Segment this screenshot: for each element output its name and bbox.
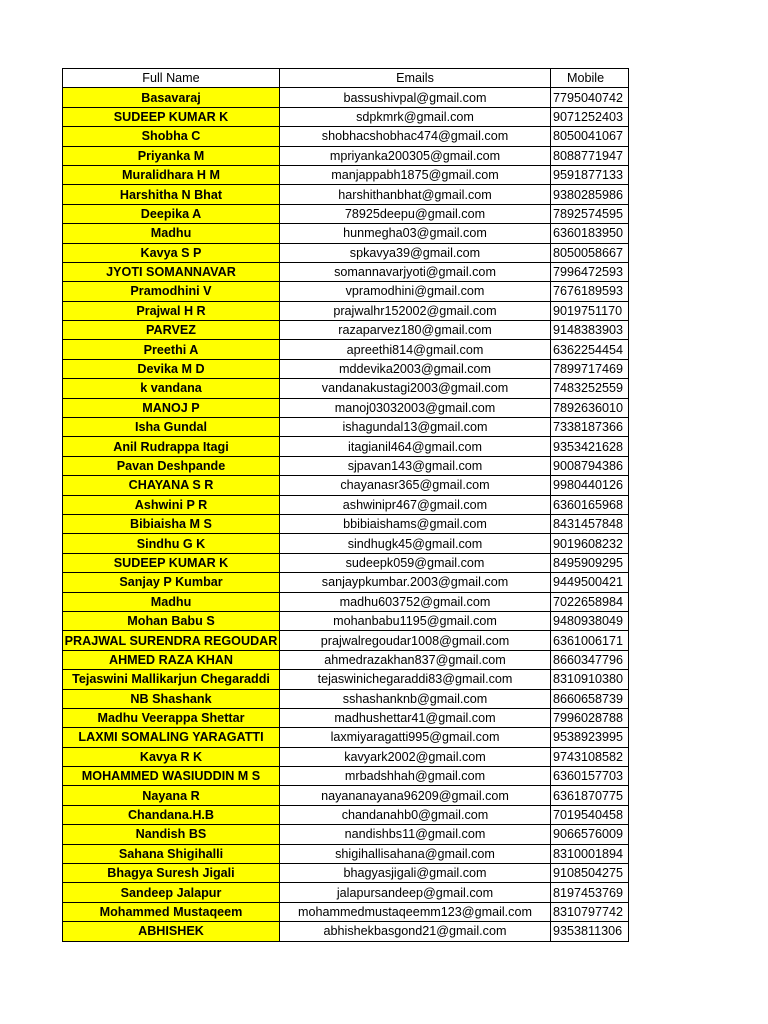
email-cell: tejaswinichegaraddi83@gmail.com: [280, 670, 551, 689]
name-cell: MOHAMMED WASIUDDIN M S: [63, 767, 280, 786]
name-cell: Mohammed Mustaqeem: [63, 902, 280, 921]
mobile-cell: 9108504275: [551, 864, 629, 883]
email-cell: sjpavan143@gmail.com: [280, 456, 551, 475]
name-cell: Bibiaisha M S: [63, 514, 280, 533]
email-cell: ashwinipr467@gmail.com: [280, 495, 551, 514]
mobile-cell: 8310797742: [551, 902, 629, 921]
name-cell: Madhu: [63, 592, 280, 611]
email-cell: vpramodhini@gmail.com: [280, 282, 551, 301]
table-row: [63, 922, 629, 941]
mobile-cell: 8495909295: [551, 553, 629, 572]
table-row: [63, 321, 629, 340]
name-cell: SUDEEP KUMAR K: [63, 107, 280, 126]
header-full-name: Full Name: [63, 69, 280, 88]
name-cell: Nandish BS: [63, 825, 280, 844]
table-row: [63, 107, 629, 126]
table-row: [63, 902, 629, 921]
table-row: [63, 708, 629, 727]
table-row: [63, 495, 629, 514]
name-cell: Devika M D: [63, 359, 280, 378]
email-cell: sdpkmrk@gmail.com: [280, 107, 551, 126]
email-cell: sshashanknb@gmail.com: [280, 689, 551, 708]
name-cell: MANOJ P: [63, 398, 280, 417]
mobile-cell: 7676189593: [551, 282, 629, 301]
table-row: [63, 301, 629, 320]
email-cell: abhishekbasgond21@gmail.com: [280, 922, 551, 941]
mobile-cell: 9380285986: [551, 185, 629, 204]
table-row: [63, 127, 629, 146]
name-cell: Nayana R: [63, 786, 280, 805]
email-cell: bbibiaishams@gmail.com: [280, 514, 551, 533]
mobile-cell: 7892636010: [551, 398, 629, 417]
name-cell: Ashwini P R: [63, 495, 280, 514]
name-cell: Sahana Shigihalli: [63, 844, 280, 863]
name-cell: Priyanka M: [63, 146, 280, 165]
table-row: [63, 786, 629, 805]
mobile-cell: 8660658739: [551, 689, 629, 708]
email-cell: nandishbs11@gmail.com: [280, 825, 551, 844]
name-cell: ABHISHEK: [63, 922, 280, 941]
table-row: [63, 418, 629, 437]
table-row: [63, 262, 629, 281]
table-row: [63, 728, 629, 747]
name-cell: Madhu Veerappa Shettar: [63, 708, 280, 727]
table-row: [63, 611, 629, 630]
contacts-table: [62, 68, 629, 942]
header-row: [63, 69, 629, 88]
name-cell: Harshitha N Bhat: [63, 185, 280, 204]
mobile-cell: 7996028788: [551, 708, 629, 727]
mobile-cell: 9480938049: [551, 611, 629, 630]
table-row: [63, 224, 629, 243]
table-row: [63, 573, 629, 592]
name-cell: PARVEZ: [63, 321, 280, 340]
header-emails: Emails: [280, 69, 551, 88]
mobile-cell: 6360165968: [551, 495, 629, 514]
email-cell: mohanbabu1195@gmail.com: [280, 611, 551, 630]
table-row: [63, 650, 629, 669]
email-cell: mpriyanka200305@gmail.com: [280, 146, 551, 165]
mobile-cell: 7892574595: [551, 204, 629, 223]
mobile-cell: 8310910380: [551, 670, 629, 689]
email-cell: chandanahb0@gmail.com: [280, 805, 551, 824]
email-cell: sindhugk45@gmail.com: [280, 534, 551, 553]
name-cell: Shobha C: [63, 127, 280, 146]
email-cell: nayananayana96209@gmail.com: [280, 786, 551, 805]
table-row: [63, 689, 629, 708]
name-cell: Madhu: [63, 224, 280, 243]
email-cell: manoj03032003@gmail.com: [280, 398, 551, 417]
name-cell: Bhagya Suresh Jigali: [63, 864, 280, 883]
email-cell: ishagundal13@gmail.com: [280, 418, 551, 437]
name-cell: CHAYANA S R: [63, 476, 280, 495]
name-cell: Sanjay P Kumbar: [63, 573, 280, 592]
table-row: [63, 398, 629, 417]
mobile-cell: 7899717469: [551, 359, 629, 378]
table-row: [63, 204, 629, 223]
table-row: [63, 476, 629, 495]
name-cell: LAXMI SOMALING YARAGATTI: [63, 728, 280, 747]
email-cell: razaparvez180@gmail.com: [280, 321, 551, 340]
name-cell: Pavan Deshpande: [63, 456, 280, 475]
table-row: [63, 243, 629, 262]
table-body: [63, 88, 629, 941]
email-cell: 78925deepu@gmail.com: [280, 204, 551, 223]
mobile-cell: 9353811306: [551, 922, 629, 941]
mobile-cell: 9148383903: [551, 321, 629, 340]
mobile-cell: 8088771947: [551, 146, 629, 165]
mobile-cell: 9019751170: [551, 301, 629, 320]
name-cell: NB Shashank: [63, 689, 280, 708]
email-cell: harshithanbhat@gmail.com: [280, 185, 551, 204]
mobile-cell: 7019540458: [551, 805, 629, 824]
email-cell: jalapursandeep@gmail.com: [280, 883, 551, 902]
mobile-cell: 9449500421: [551, 573, 629, 592]
table-row: [63, 514, 629, 533]
mobile-cell: 7795040742: [551, 88, 629, 107]
table-row: [63, 670, 629, 689]
mobile-cell: 8050041067: [551, 127, 629, 146]
table-row: [63, 282, 629, 301]
email-cell: mddevika2003@gmail.com: [280, 359, 551, 378]
mobile-cell: 9353421628: [551, 437, 629, 456]
mobile-cell: 6360183950: [551, 224, 629, 243]
mobile-cell: 8660347796: [551, 650, 629, 669]
mobile-cell: 7022658984: [551, 592, 629, 611]
name-cell: SUDEEP KUMAR K: [63, 553, 280, 572]
mobile-cell: 7483252559: [551, 379, 629, 398]
name-cell: Kavya R K: [63, 747, 280, 766]
mobile-cell: 9980440126: [551, 476, 629, 495]
name-cell: Pramodhini V: [63, 282, 280, 301]
email-cell: sanjaypkumbar.2003@gmail.com: [280, 573, 551, 592]
mobile-cell: 6360157703: [551, 767, 629, 786]
table-row: [63, 844, 629, 863]
email-cell: vandanakustagi2003@gmail.com: [280, 379, 551, 398]
email-cell: laxmiyaragatti995@gmail.com: [280, 728, 551, 747]
email-cell: apreethi814@gmail.com: [280, 340, 551, 359]
table-row: [63, 805, 629, 824]
mobile-cell: 8431457848: [551, 514, 629, 533]
email-cell: prajwalregoudar1008@gmail.com: [280, 631, 551, 650]
email-cell: itagianil464@gmail.com: [280, 437, 551, 456]
email-cell: shobhacshobhac474@gmail.com: [280, 127, 551, 146]
email-cell: prajwalhr152002@gmail.com: [280, 301, 551, 320]
name-cell: Sindhu G K: [63, 534, 280, 553]
mobile-cell: 8310001894: [551, 844, 629, 863]
name-cell: Deepika A: [63, 204, 280, 223]
table-row: [63, 340, 629, 359]
name-cell: Tejaswini Mallikarjun Chegaraddi: [63, 670, 280, 689]
name-cell: Mohan Babu S: [63, 611, 280, 630]
table-row: [63, 359, 629, 378]
table-row: [63, 88, 629, 107]
mobile-cell: 9019608232: [551, 534, 629, 553]
table-row: [63, 553, 629, 572]
mobile-cell: 8197453769: [551, 883, 629, 902]
table-row: [63, 825, 629, 844]
mobile-cell: 6362254454: [551, 340, 629, 359]
table-row: [63, 146, 629, 165]
table-row: [63, 165, 629, 184]
email-cell: kavyark2002@gmail.com: [280, 747, 551, 766]
email-cell: mrbadshhah@gmail.com: [280, 767, 551, 786]
name-cell: Preethi A: [63, 340, 280, 359]
table-row: [63, 592, 629, 611]
name-cell: k vandana: [63, 379, 280, 398]
table-row: [63, 864, 629, 883]
name-cell: Kavya S P: [63, 243, 280, 262]
mobile-cell: 9538923995: [551, 728, 629, 747]
header-mobile: Mobile: [551, 69, 629, 88]
email-cell: sudeepk059@gmail.com: [280, 553, 551, 572]
mobile-cell: 9071252403: [551, 107, 629, 126]
email-cell: bassushivpal@gmail.com: [280, 88, 551, 107]
table-row: [63, 185, 629, 204]
table-header: [63, 69, 629, 88]
mobile-cell: 9066576009: [551, 825, 629, 844]
table-row: [63, 747, 629, 766]
email-cell: spkavya39@gmail.com: [280, 243, 551, 262]
email-cell: somannavarjyoti@gmail.com: [280, 262, 551, 281]
mobile-cell: 6361006171: [551, 631, 629, 650]
name-cell: AHMED RAZA KHAN: [63, 650, 280, 669]
table-row: [63, 437, 629, 456]
email-cell: ahmedrazakhan837@gmail.com: [280, 650, 551, 669]
mobile-cell: 7996472593: [551, 262, 629, 281]
name-cell: Sandeep Jalapur: [63, 883, 280, 902]
email-cell: hunmegha03@gmail.com: [280, 224, 551, 243]
name-cell: Isha Gundal: [63, 418, 280, 437]
email-cell: manjappabh1875@gmail.com: [280, 165, 551, 184]
name-cell: Anil Rudrappa Itagi: [63, 437, 280, 456]
mobile-cell: 8050058667: [551, 243, 629, 262]
name-cell: Basavaraj: [63, 88, 280, 107]
table-row: [63, 379, 629, 398]
table-row: [63, 456, 629, 475]
email-cell: shigihallisahana@gmail.com: [280, 844, 551, 863]
table-row: [63, 534, 629, 553]
mobile-cell: 6361870775: [551, 786, 629, 805]
mobile-cell: 7338187366: [551, 418, 629, 437]
mobile-cell: 9743108582: [551, 747, 629, 766]
email-cell: mohammedmustaqeemm123@gmail.com: [280, 902, 551, 921]
email-cell: madhushettar41@gmail.com: [280, 708, 551, 727]
table-row: [63, 883, 629, 902]
email-cell: chayanasr365@gmail.com: [280, 476, 551, 495]
name-cell: PRAJWAL SURENDRA REGOUDAR: [63, 631, 280, 650]
mobile-cell: 9591877133: [551, 165, 629, 184]
name-cell: Chandana.H.B: [63, 805, 280, 824]
name-cell: Muralidhara H M: [63, 165, 280, 184]
table-row: [63, 631, 629, 650]
name-cell: JYOTI SOMANNAVAR: [63, 262, 280, 281]
table-row: [63, 767, 629, 786]
name-cell: Prajwal H R: [63, 301, 280, 320]
email-cell: madhu603752@gmail.com: [280, 592, 551, 611]
mobile-cell: 9008794386: [551, 456, 629, 475]
email-cell: bhagyasjigali@gmail.com: [280, 864, 551, 883]
